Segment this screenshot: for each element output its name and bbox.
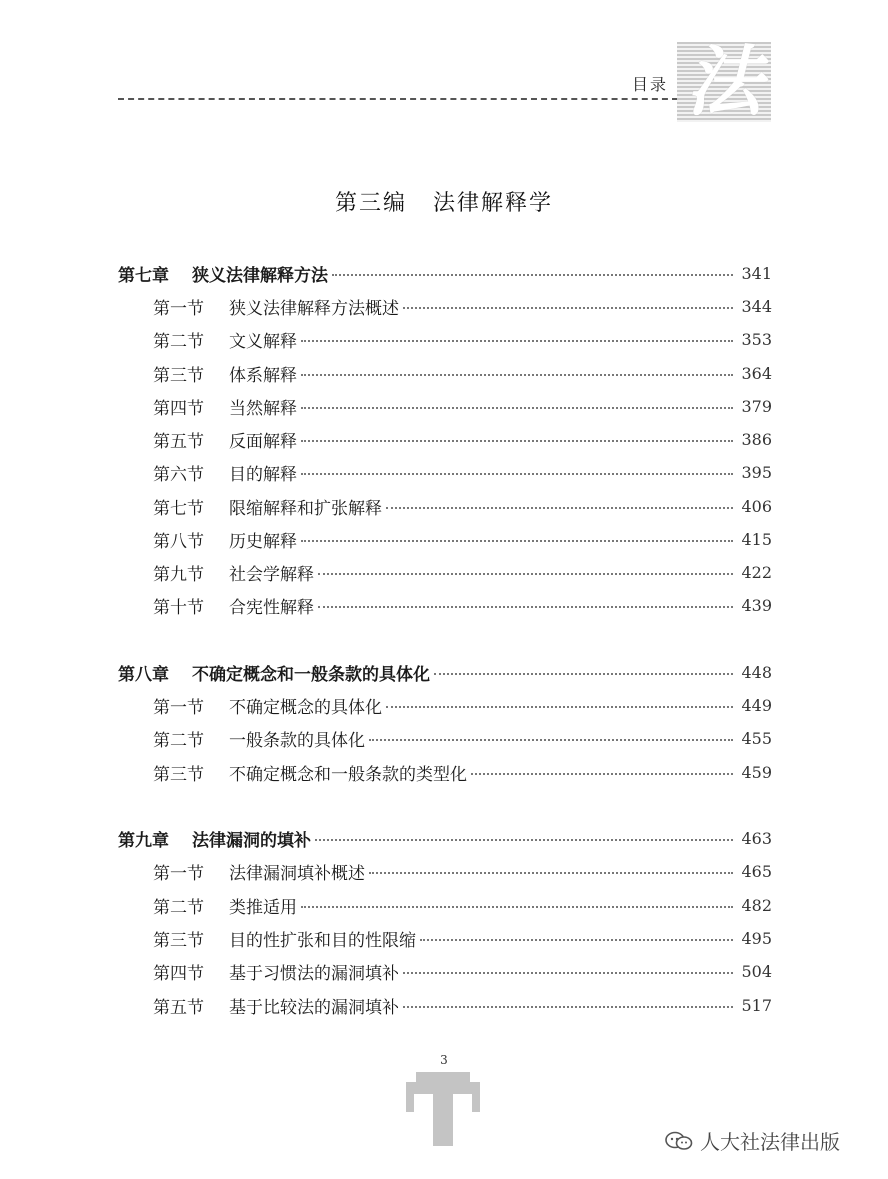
section-title: 体系解释 [229,365,297,386]
watermark-text: 人大社法律出版 [700,1130,840,1154]
dot-leader [301,407,733,409]
chapter-title: 狭义法律解释方法 [192,265,328,286]
section-title: 目的解释 [229,464,297,485]
page-ref: 395 [741,462,772,482]
toc-section-row [153,493,772,519]
page-ref: 415 [741,529,772,549]
dot-leader [386,706,733,708]
page-ref: 364 [741,363,772,383]
section-title: 基于习惯法的漏洞填补 [229,963,399,984]
toc-section-row [153,360,772,386]
page-ref: 344 [741,296,772,316]
page-ref: 379 [741,396,772,416]
dot-leader [471,773,733,775]
dot-leader [301,440,733,442]
toc-section-row [153,326,772,352]
chapter-title: 不确定概念和一般条款的具体化 [192,664,430,685]
toc-section-row [153,892,772,918]
law-logo-char: 法 [686,42,762,122]
section-number: 第九节 [153,564,204,585]
page-ref: 465 [741,861,772,881]
chapter-number: 第八章 [118,664,169,685]
section-number: 第五节 [153,997,204,1018]
page-ref: 482 [741,895,772,915]
toc-section-row [153,592,772,618]
page-ref: 449 [741,695,772,715]
page-ref: 422 [741,562,772,582]
dot-leader [301,340,733,342]
section-title: 基于比较法的漏洞填补 [229,997,399,1018]
wechat-watermark [664,1126,840,1155]
section-title: 目的性扩张和目的性限缩 [229,930,416,951]
page-ref: 406 [741,496,772,516]
toc-section-row [153,858,772,884]
section-number: 第三节 [153,930,204,951]
toc-section-row [153,393,772,419]
part-title: 法律解释学 [433,191,554,216]
dot-leader [420,939,733,941]
section-number: 第二节 [153,331,204,352]
toc-chapter-row [118,260,772,286]
page-ref: 463 [741,828,772,848]
section-number: 第一节 [153,863,204,884]
page-ref: 341 [741,263,772,283]
section-title: 狭义法律解释方法概述 [229,298,399,319]
toc-section-row [153,293,772,319]
toc-section-row [153,692,772,718]
dot-leader [434,673,733,675]
dot-leader [403,972,733,974]
section-number: 第七节 [153,498,204,519]
dot-leader [386,507,733,509]
chapter-number: 第七章 [118,265,169,286]
page-ref: 495 [741,928,772,948]
section-title: 法律漏洞填补概述 [229,863,365,884]
section-title: 历史解释 [229,531,297,552]
dot-leader [315,839,733,841]
toc-chapter-row [118,659,772,685]
dot-leader [403,307,733,309]
page-ref: 448 [741,662,772,682]
section-number: 第二节 [153,897,204,918]
page-ref: 504 [741,961,772,981]
section-number: 第二节 [153,730,204,751]
section-number: 第五节 [153,431,204,452]
section-title: 当然解释 [229,398,297,419]
section-number: 第六节 [153,464,204,485]
page-ref: 459 [741,762,772,782]
chapter-title: 法律漏洞的填补 [192,830,311,851]
page-ref: 439 [741,595,772,615]
section-number: 第三节 [153,365,204,386]
toc-section-row [153,559,772,585]
header-label: 目录 [632,75,669,94]
section-title: 一般条款的具体化 [229,730,365,751]
section-number: 第三节 [153,764,204,785]
dot-leader [318,573,733,575]
toc-section-row [153,925,772,951]
chapter-number: 第九章 [118,830,169,851]
wechat-icon [664,1130,694,1152]
section-number: 第十节 [153,597,204,618]
section-title: 限缩解释和扩张解释 [229,498,382,519]
toc-section-row [153,958,772,984]
part-heading [0,186,888,217]
toc-section-row [153,759,772,785]
section-title: 类推适用 [229,897,297,918]
section-title: 文义解释 [229,331,297,352]
header-divider [118,98,678,100]
dot-leader [332,274,733,276]
dot-leader [369,872,733,874]
page-ref: 455 [741,728,772,748]
toc-section-row [153,459,772,485]
law-logo [677,42,771,122]
section-number: 第一节 [153,298,204,319]
toc-section-row [153,725,772,751]
dot-leader [318,606,733,608]
dot-leader [369,739,733,741]
page-ref: 517 [741,995,772,1015]
press-emblem [406,1068,480,1146]
dot-leader [403,1006,733,1008]
part-label: 第三编 [334,191,407,216]
page-ref: 353 [741,329,772,349]
section-title: 社会学解释 [229,564,314,585]
section-title: 反面解释 [229,431,297,452]
section-title: 合宪性解释 [229,597,314,618]
toc-chapter-row [118,825,772,851]
dot-leader [301,906,733,908]
toc-section-row [153,526,772,552]
section-number: 第八节 [153,531,204,552]
dot-leader [301,374,733,376]
page-number: 3 [440,1053,448,1067]
section-number: 第四节 [153,963,204,984]
dot-leader [301,540,733,542]
dot-leader [301,473,733,475]
section-number: 第一节 [153,697,204,718]
toc-section-row [153,426,772,452]
section-title: 不确定概念和一般条款的类型化 [229,764,467,785]
toc-section-row [153,992,772,1018]
section-title: 不确定概念的具体化 [229,697,382,718]
section-number: 第四节 [153,398,204,419]
page-ref: 386 [741,429,772,449]
